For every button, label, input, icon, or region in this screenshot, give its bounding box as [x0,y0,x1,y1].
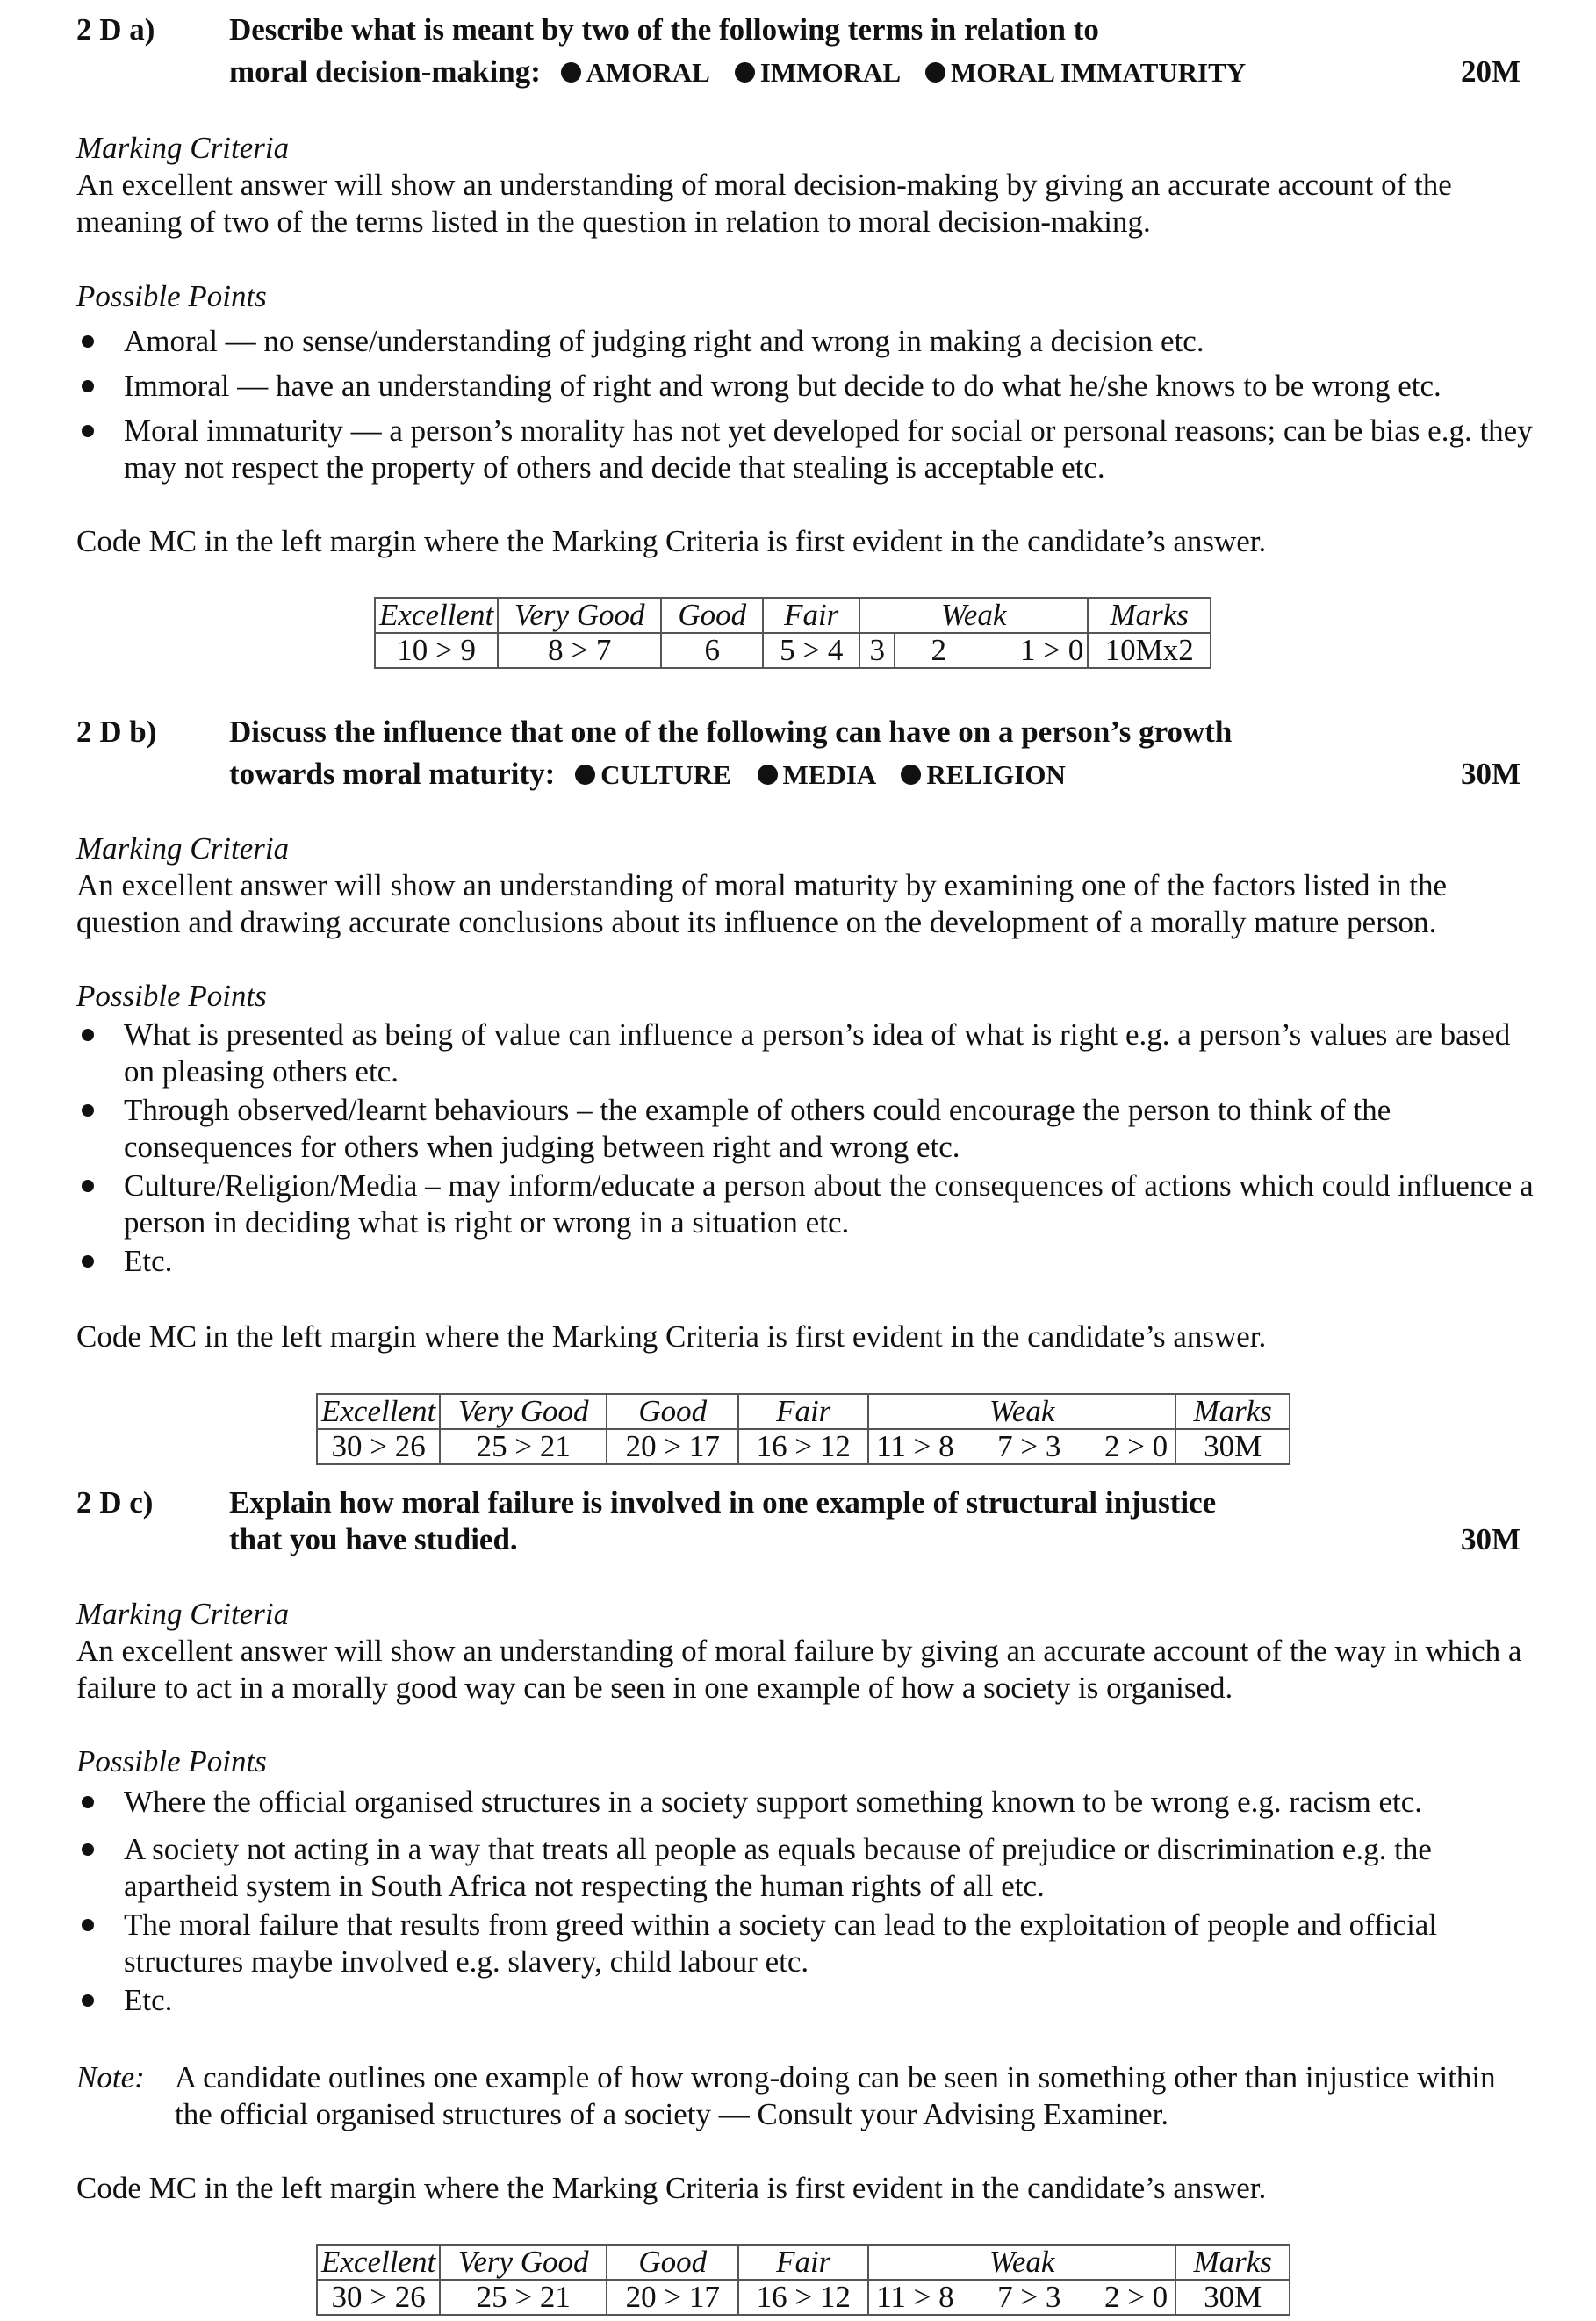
list-item [76,1831,1534,1905]
code-note-b: Code MC in the left margin where the Marking Criteria is first evident in the candidate’s answer. [76,1319,1267,1354]
possible-points-list-b [76,1017,1534,1280]
question-c-marks: 30M [1460,1522,1521,1556]
possible-points-list-a [76,323,1534,486]
list-item [76,1982,1534,2019]
question-b-line1: Discuss the influence that one of the following can have on a person’s growth [229,715,1233,749]
bullet-icon [82,1919,94,1931]
header-excellent: Excellent [317,2245,440,2280]
point-text: What is presented as being of value can influence a person’s idea of what is right e.g. a person’s values are based on pleasing others etc. [124,1017,1511,1089]
option-amoral: AMORAL [586,57,709,88]
header-good: Good [661,598,763,633]
bullet-icon [82,335,94,348]
header-very-good: Very Good [498,598,661,633]
bullet-icon [82,1255,94,1268]
question-a-marks: 20M [1460,54,1521,89]
cell-excellent: 30 > 26 [317,1429,440,1464]
bullet-icon [82,380,94,392]
option-immoral: IMMORAL [759,57,900,88]
option-moral-immaturity: MORAL IMMATURITY [951,57,1247,88]
cell-very-good: 25 > 21 [440,1429,607,1464]
header-excellent: Excellent [375,598,498,633]
cell-weak-1: 11 > 8 [876,1429,954,1463]
bullet-icon [82,1029,94,1041]
bullet-icon [82,425,94,437]
question-number-b: 2 D b) [76,715,157,749]
point-text: Etc. [124,1983,173,2017]
marking-criteria-heading-b: Marking Criteria [76,831,290,866]
point-text: The moral failure that results from greed within a society can lead to the exploitation of people and official structures maybe involved e.g. slavery, child labour etc. [124,1908,1438,1979]
cell-weak-2: 7 > 3 [997,2280,1061,2314]
marks-table-a [374,597,1211,669]
possible-points-heading-a: Possible Points [76,279,267,313]
marking-criteria-text-c: An excellent answer will show an understanding of moral failure by giving an accurate account of the way in which a failure to act in a morally good way can be seen in one example of how a society is organised. [76,1634,1522,1705]
option-media: MEDIA [782,759,875,790]
header-excellent: Excellent [317,1394,440,1429]
possible-points-heading-b: Possible Points [76,979,267,1013]
header-fair: Fair [763,598,859,633]
cell-fair: 16 > 12 [738,1429,868,1464]
cell-good: 20 > 17 [607,2280,738,2315]
possible-points-heading-c: Possible Points [76,1744,267,1778]
question-b-lead: towards moral maturity: [229,757,556,791]
cell-good: 6 [661,633,763,668]
cell-marks: 10Mx2 [1088,633,1211,668]
cell-weak-3: 2 > 0 [1104,2280,1168,2314]
code-note-a: Code MC in the left margin where the Marking Criteria is first evident in the candidate’s answer. [76,524,1267,558]
point-text: Culture/Religion/Media – may inform/educate a person about the consequences of actions which could influence a person in deciding what is right or wrong in a situation etc. [124,1168,1534,1240]
cell-fair: 16 > 12 [738,2280,868,2315]
cell-marks: 30M [1175,1429,1290,1464]
cell-excellent: 30 > 26 [317,2280,440,2315]
header-weak: Weak [859,598,1088,633]
option-religion: RELIGION [926,759,1066,790]
point-text: Where the official organised structures in a society support something known to be wrong e.g. racism etc. [124,1785,1423,1819]
header-very-good: Very Good [440,1394,607,1429]
question-a-line2 [229,54,1246,90]
cell-very-good: 8 > 7 [498,633,661,668]
question-b-marks: 30M [1460,757,1521,791]
header-weak: Weak [868,1394,1175,1429]
bullet-icon [575,765,595,785]
cell-weak-3: 1 > 0 [981,633,1088,668]
bullet-icon [735,62,755,83]
bullet-icon [82,1994,94,2007]
examiner-note [76,2059,1534,2133]
marking-criteria-text-a: An excellent answer will show an understanding of moral decision-making by giving an accurate account of the meaning of two of the terms listed in the question in relation to moral decision-making. [76,168,1452,239]
marking-criteria-text-b: An excellent answer will show an understanding of moral maturity by examining one of the factors listed in the question and drawing accurate conclusions about its influence on the development of a morally mature person. [76,868,1447,939]
question-c-line2: that you have studied. [229,1522,518,1556]
list-item [76,1907,1534,1980]
bullet-icon [82,1843,94,1856]
question-b-line2 [229,757,1066,792]
point-text: Etc. [124,1244,173,1278]
list-item [76,1243,1534,1280]
bullet-icon [758,765,778,785]
cell-weak-3: 2 > 0 [1104,1429,1168,1463]
header-marks: Marks [1088,598,1211,633]
list-item [76,413,1534,486]
list-item [76,323,1534,360]
question-a-lead: moral decision-making: [229,54,541,89]
point-text: Immoral — have an understanding of right and wrong but decide to do what he/she knows to be wrong etc. [124,369,1441,403]
marks-table-b [316,1393,1290,1465]
possible-points-list-c [76,1784,1534,2019]
bullet-icon [82,1104,94,1117]
cell-excellent: 10 > 9 [375,633,498,668]
bullet-icon [925,62,945,83]
marking-criteria-heading-c: Marking Criteria [76,1597,290,1631]
marks-table-c [316,2244,1290,2316]
bullet-icon [901,765,921,785]
cell-weak [868,2280,1175,2315]
header-marks: Marks [1175,2245,1290,2280]
bullet-icon [82,1796,94,1808]
question-a-line1: Describe what is meant by two of the following terms in relation to [229,12,1099,47]
bullet-icon [82,1180,94,1192]
cell-fair: 5 > 4 [763,633,859,668]
list-item [76,1092,1534,1166]
list-item [76,1784,1534,1821]
question-number-a: 2 D a) [76,12,155,47]
list-item [76,1017,1534,1090]
cell-weak-1: 11 > 8 [876,2280,954,2314]
bullet-icon [561,62,581,83]
header-fair: Fair [738,2245,868,2280]
code-note-c: Code MC in the left margin where the Marking Criteria is first evident in the candidate’s answer. [76,2171,1267,2205]
point-text: Moral immaturity — a person’s morality has not yet developed for social or personal reasons; can be bias e.g. they may not respect the property of others and decide that stealing is acceptable etc. [124,413,1533,485]
point-text: Amoral — no sense/understanding of judging right and wrong in making a decision etc. [124,324,1204,358]
cell-marks: 30M [1175,2280,1290,2315]
header-fair: Fair [738,1394,868,1429]
point-text: Through observed/learnt behaviours – the example of others could encourage the person to think of the consequences for others when judging between right and wrong etc. [124,1093,1391,1164]
question-number-c: 2 D c) [76,1485,154,1520]
header-good: Good [607,1394,738,1429]
list-item [76,1168,1534,1241]
list-item [76,368,1534,405]
cell-good: 20 > 17 [607,1429,738,1464]
question-c-line1: Explain how moral failure is involved in one example of structural injustice [229,1485,1217,1520]
header-weak: Weak [868,2245,1175,2280]
header-marks: Marks [1175,1394,1290,1429]
cell-weak-1: 3 [859,633,895,668]
header-very-good: Very Good [440,2245,607,2280]
note-text: A candidate outlines one example of how wrong-doing can be seen in something other than injustice within the official organised structures of a society — Consult your Advising Examiner. [175,2060,1496,2131]
cell-weak-2: 2 [895,633,981,668]
marking-criteria-heading-a: Marking Criteria [76,131,290,165]
cell-very-good: 25 > 21 [440,2280,607,2315]
point-text: A society not acting in a way that treats all people as equals because of prejudice or discrimination e.g. the apartheid system in South Africa not respecting the human rights of all etc. [124,1832,1432,1903]
note-label: Note: [76,2060,145,2095]
header-good: Good [607,2245,738,2280]
option-culture: CULTURE [600,759,731,790]
cell-weak [868,1429,1175,1464]
cell-weak-2: 7 > 3 [997,1429,1061,1463]
